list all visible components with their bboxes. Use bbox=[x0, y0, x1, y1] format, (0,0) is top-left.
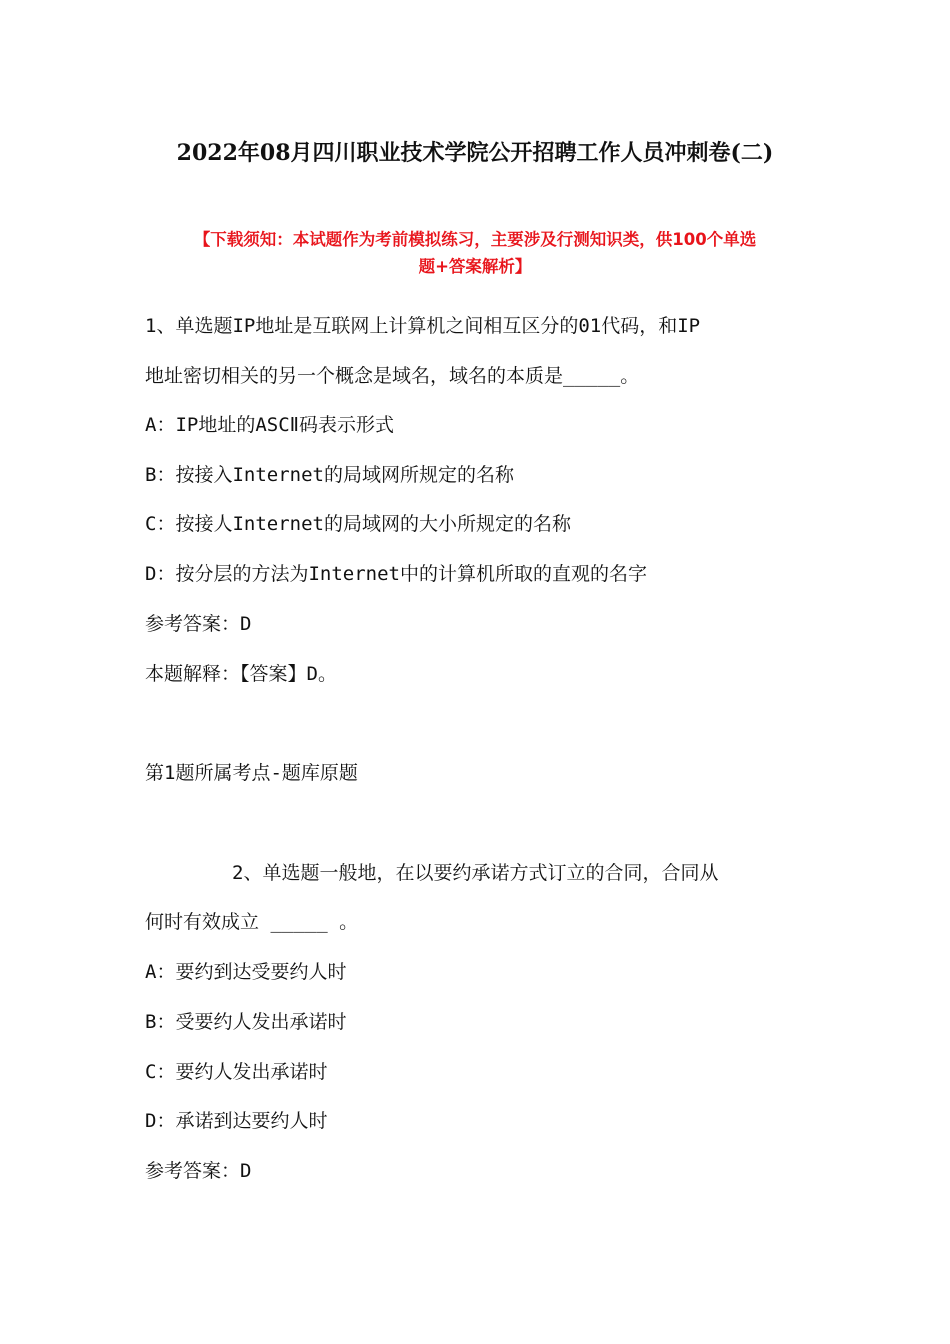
question-2-answer: 参考答案：D bbox=[145, 1160, 252, 1182]
question-1-explanation: 本题解释：【答案】D。 bbox=[145, 663, 337, 685]
question-1-option-c: C：按接人Internet的局域网的大小所规定的名称 bbox=[145, 513, 571, 535]
question-2-stem-line-1: 2、单选题一般地，在以要约承诺方式订立的合同，合同从 bbox=[232, 862, 719, 884]
question-1-topic: 第1题所属考点-题库原题 bbox=[145, 762, 358, 784]
question-2-option-b: B：受要约人发出承诺时 bbox=[145, 1011, 347, 1033]
question-1-stem-line-1: 1、单选题IP地址是互联网上计算机之间相互区分的01代码，和IP bbox=[145, 315, 701, 337]
question-1-option-a: A：IP地址的ASCⅡ码表示形式 bbox=[145, 414, 394, 436]
question-2-option-a: A：要约到达受要约人时 bbox=[145, 961, 347, 983]
question-1-option-d: D：按分层的方法为Internet中的计算机所取的直观的名字 bbox=[145, 563, 647, 585]
document-title: 2022年08月四川职业技术学院公开招聘工作人员冲刺卷(二) bbox=[176, 140, 774, 166]
question-1-stem-line-2: 地址密切相关的另一个概念是域名，域名的本质是_____。 bbox=[145, 365, 640, 387]
question-2-option-c: C：要约人发出承诺时 bbox=[145, 1061, 328, 1083]
download-notice bbox=[140, 226, 810, 280]
download-notice-line-1: 【下载须知：本试题作为考前模拟练习，主要涉及行测知识类，供100个单选 bbox=[193, 230, 757, 249]
download-notice-line-2: 题+答案解析】 bbox=[418, 257, 532, 276]
question-2-stem-line-2: 何时有效成立 _____ 。 bbox=[145, 911, 359, 933]
question-1-option-b: B：按接入Internet的局域网所规定的名称 bbox=[145, 464, 514, 486]
question-1-answer: 参考答案：D bbox=[145, 613, 252, 635]
question-2-option-d: D：承诺到达要约人时 bbox=[145, 1110, 328, 1132]
